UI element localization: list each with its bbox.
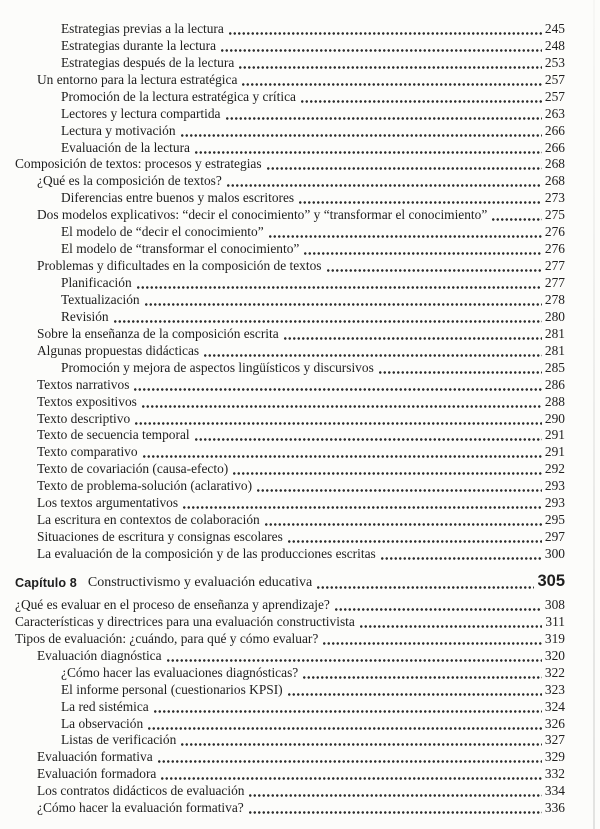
dot-leader xyxy=(153,701,542,715)
toc-entry-label: Problemas y dificultades en la composición de textos xyxy=(37,258,322,274)
toc-entry xyxy=(0,88,565,105)
toc-entry-page: 268 xyxy=(544,156,565,172)
chapter-prefix: Capítulo 8 xyxy=(15,576,77,590)
toc-entry xyxy=(0,698,565,715)
dot-leader xyxy=(160,768,542,782)
toc-entry xyxy=(0,223,565,240)
dot-leader xyxy=(300,91,542,105)
toc-entry xyxy=(0,630,565,647)
dot-leader xyxy=(194,142,542,156)
dot-leader xyxy=(256,480,542,494)
toc-entry-label: La red sistémica xyxy=(61,698,149,714)
toc-entry-page: 334 xyxy=(544,783,565,799)
dot-leader xyxy=(226,175,542,189)
dot-leader xyxy=(228,23,542,37)
toc-entry-page: 293 xyxy=(544,495,565,511)
toc-entry-page: 278 xyxy=(544,291,565,307)
toc-entry xyxy=(0,799,565,816)
toc-entry-label: Constructivismo y evaluación educativa xyxy=(87,575,313,590)
toc-entry xyxy=(0,528,565,545)
toc-entry-page: 326 xyxy=(544,715,565,731)
toc-entry-label: La escritura en contextos de colaboración xyxy=(37,512,260,528)
toc-entry-label: Promoción y mejora de aspectos lingüísticos y discursivos xyxy=(61,359,374,375)
toc-entry-page: 290 xyxy=(544,410,565,426)
toc-entry xyxy=(0,596,565,613)
toc-entry-label: Planificación xyxy=(61,275,132,290)
toc-entry xyxy=(0,443,565,460)
dot-leader xyxy=(326,260,542,274)
toc-entry-page: 281 xyxy=(544,325,565,341)
dot-leader xyxy=(142,446,542,460)
toc-entry-page: 285 xyxy=(544,359,565,375)
toc-entry xyxy=(0,172,565,189)
toc-entry-label: Estrategias previas a la lectura xyxy=(61,20,224,36)
dot-leader xyxy=(157,751,542,765)
toc-entry-label: Un entorno para la lectura estratégica xyxy=(37,71,238,87)
toc-entry-page: 276 xyxy=(544,224,565,240)
toc-entry-label: ¿Cómo hacer la evaluación formativa? xyxy=(37,800,244,816)
dot-leader xyxy=(298,192,542,206)
toc-entry xyxy=(0,325,565,342)
toc-entry-page: 253 xyxy=(544,54,565,70)
toc-entry-page: 319 xyxy=(544,630,565,646)
toc-entry xyxy=(0,291,565,308)
toc-entry-page: 268 xyxy=(544,173,565,189)
toc-entry-page: 266 xyxy=(544,139,565,155)
toc-entry-page: 291 xyxy=(544,427,565,443)
toc-entry xyxy=(0,511,565,528)
toc-entry xyxy=(0,681,565,698)
toc-entry-page: 311 xyxy=(545,613,565,629)
toc-entry-page: 257 xyxy=(544,71,565,87)
toc-entry-page: 245 xyxy=(544,20,565,36)
toc-entry xyxy=(0,156,565,173)
dot-leader xyxy=(322,633,542,647)
toc-entry-label: Textos expositivos xyxy=(37,393,137,409)
toc-entry-label: Evaluación formadora xyxy=(37,766,157,782)
toc-entry-label: Texto de secuencia temporal xyxy=(37,427,190,443)
toc-list xyxy=(0,20,565,816)
toc-entry xyxy=(0,545,565,562)
toc-entry-page: 293 xyxy=(544,478,565,494)
toc-entry-page: 266 xyxy=(544,122,565,138)
toc-entry xyxy=(0,54,565,71)
toc-entry xyxy=(0,715,565,732)
toc-entry xyxy=(0,732,565,749)
toc-entry-page: 297 xyxy=(544,529,565,545)
toc-entry xyxy=(0,427,565,444)
toc-entry xyxy=(0,376,565,393)
dot-leader xyxy=(266,158,542,172)
toc-entry-label: Estrategias durante la lectura xyxy=(61,37,217,53)
toc-entry-page: 277 xyxy=(544,275,565,290)
toc-entry-label: Promoción de la lectura estratégica y crítica xyxy=(61,88,296,104)
dot-leader xyxy=(194,429,542,443)
dot-leader xyxy=(147,718,542,732)
dot-leader xyxy=(268,226,542,240)
toc-entry-label: Texto de problema-solución (aclarativo) xyxy=(37,478,253,494)
dot-leader xyxy=(180,734,542,748)
toc-entry xyxy=(0,257,565,274)
toc-entry-page: 257 xyxy=(544,88,565,104)
toc-entry-page: 329 xyxy=(544,749,565,765)
dot-leader xyxy=(136,277,542,291)
dot-leader xyxy=(113,311,542,325)
toc-entry-label: Listas de verificación xyxy=(61,732,177,748)
dot-leader xyxy=(302,667,542,681)
dot-leader xyxy=(359,616,543,630)
toc-entry xyxy=(0,342,565,359)
toc-entry-label: Texto descriptivo xyxy=(37,410,131,426)
toc-entry-label: Revisión xyxy=(61,308,109,324)
dot-leader xyxy=(166,650,542,664)
toc-entry xyxy=(0,122,565,139)
dot-leader xyxy=(180,125,542,139)
toc-entry-page: 322 xyxy=(544,664,565,680)
toc-chapter-heading xyxy=(0,571,565,591)
toc-entry xyxy=(0,664,565,681)
toc-entry xyxy=(0,71,565,88)
toc-entry-page: 320 xyxy=(544,647,565,663)
toc-entry-page: 300 xyxy=(544,546,565,561)
toc-entry-label: ¿Cómo hacer las evaluaciones diagnósticas? xyxy=(61,664,299,680)
toc-entry-page: 295 xyxy=(544,512,565,528)
toc-entry-page: 263 xyxy=(544,105,565,121)
toc-entry-label: Composición de textos: procesos y estrategias xyxy=(15,156,262,172)
toc-entry-page: 277 xyxy=(544,258,565,274)
toc-entry-label: Algunas propuestas didácticas xyxy=(37,342,200,358)
dot-leader xyxy=(134,413,542,427)
toc-entry-label: Dos modelos explicativos: “decir el conocimiento” y “transformar el conocimiento” xyxy=(37,207,488,223)
toc-entry xyxy=(0,393,565,410)
toc-entry-label: Evaluación formativa xyxy=(37,749,153,765)
toc-entry-page: 286 xyxy=(544,376,565,392)
dot-leader xyxy=(248,785,541,799)
toc-entry-label: La observación xyxy=(61,715,144,731)
toc-entry-label: Evaluación diagnóstica xyxy=(37,647,162,663)
toc-entry-page: 273 xyxy=(544,190,565,206)
dot-leader xyxy=(133,379,542,393)
toc-entry xyxy=(0,765,565,782)
toc-entry-page: 308 xyxy=(544,596,565,612)
toc-entry-label: Los textos argumentativos xyxy=(37,495,179,511)
toc-entry xyxy=(0,37,565,54)
toc-entry xyxy=(0,613,565,630)
toc-entry-page: 332 xyxy=(544,766,565,782)
dot-leader xyxy=(380,548,542,562)
toc-entry-label: Sobre la enseñanza de la composición escrita xyxy=(37,325,279,341)
dot-leader xyxy=(238,57,542,71)
toc-entry-label: ¿Qué es evaluar en el proceso de enseñanza y aprendizaje? xyxy=(15,596,330,612)
dot-leader xyxy=(203,345,542,359)
dot-leader xyxy=(287,531,542,545)
toc-entry xyxy=(0,477,565,494)
dot-leader xyxy=(287,684,542,698)
dot-leader xyxy=(316,577,534,591)
toc-entry-label: Características y directrices para una evaluación constructivista xyxy=(15,613,355,629)
dot-leader xyxy=(491,209,542,223)
toc-entry-label: Estrategias después de la lectura xyxy=(61,54,235,70)
toc-entry-page: 248 xyxy=(544,37,565,53)
dot-leader xyxy=(334,599,542,613)
toc-entry xyxy=(0,359,565,376)
dot-leader xyxy=(303,243,542,257)
toc-entry-page: 327 xyxy=(544,732,565,748)
dot-leader xyxy=(378,362,542,376)
toc-entry xyxy=(0,105,565,122)
toc-entry xyxy=(0,206,565,223)
toc-entry-page: 275 xyxy=(544,207,565,223)
dot-leader xyxy=(248,802,542,816)
toc-entry xyxy=(0,308,565,325)
toc-entry xyxy=(0,189,565,206)
dot-leader xyxy=(144,294,542,308)
toc-entry xyxy=(0,460,565,477)
toc-entry-label: Situaciones de escritura y consignas escolares xyxy=(37,529,283,545)
toc-entry-page: 305 xyxy=(537,572,565,590)
toc-entry xyxy=(0,782,565,799)
toc-entry-page: 291 xyxy=(544,444,565,460)
dot-leader xyxy=(264,514,542,528)
toc-entry-page: 336 xyxy=(544,800,565,816)
toc-entry-label: ¿Qué es la composición de textos? xyxy=(37,173,222,189)
toc-entry xyxy=(0,748,565,765)
toc-entry xyxy=(0,20,565,37)
toc-entry-label: Lectores y lectura compartida xyxy=(61,105,221,121)
toc-entry xyxy=(0,647,565,664)
toc-entry-label: Lectura y motivación xyxy=(61,122,176,138)
toc-entry-page: 276 xyxy=(544,241,565,257)
toc-entry-label: El informe personal (cuestionarios KPSI) xyxy=(61,681,283,697)
dot-leader xyxy=(141,396,542,410)
toc-entry-page: 292 xyxy=(544,461,565,477)
toc-entry-label: Texto de covariación (causa-efecto) xyxy=(37,461,229,477)
toc-entry-label: Textos narrativos xyxy=(37,376,130,392)
toc-entry-label: La evaluación de la composición y de las producciones escritas xyxy=(37,546,376,561)
toc-entry-label: Diferencias entre buenos y malos escritores xyxy=(61,190,295,206)
dot-leader xyxy=(225,108,542,122)
toc-entry xyxy=(0,410,565,427)
toc-entry-label: Evaluación de la lectura xyxy=(61,139,191,155)
dot-leader xyxy=(241,74,542,88)
dot-leader xyxy=(232,463,542,477)
toc-entry-page: 323 xyxy=(544,681,565,697)
toc-entry xyxy=(0,274,565,291)
toc-entry-page: 280 xyxy=(544,308,565,324)
toc-entry xyxy=(0,494,565,511)
toc-entry xyxy=(0,240,565,257)
toc-entry-label: Texto comparativo xyxy=(37,444,138,460)
toc-entry xyxy=(0,139,565,156)
toc-entry-label: Textualización xyxy=(61,291,140,307)
dot-leader xyxy=(283,328,542,342)
dot-leader xyxy=(220,40,542,54)
toc-entry-page: 324 xyxy=(544,698,565,714)
toc-entry-page: 281 xyxy=(544,342,565,358)
toc-entry-label: Tipos de evaluación: ¿cuándo, para qué y cómo evaluar? xyxy=(15,630,319,646)
toc-entry-label: El modelo de “transformar el conocimiento” xyxy=(61,241,300,257)
toc-entry-label: El modelo de “decir el conocimiento” xyxy=(61,224,264,240)
toc-entry-label: Los contratos didácticos de evaluación xyxy=(37,783,245,799)
dot-leader xyxy=(182,497,542,511)
toc-entry-page: 288 xyxy=(544,393,565,409)
